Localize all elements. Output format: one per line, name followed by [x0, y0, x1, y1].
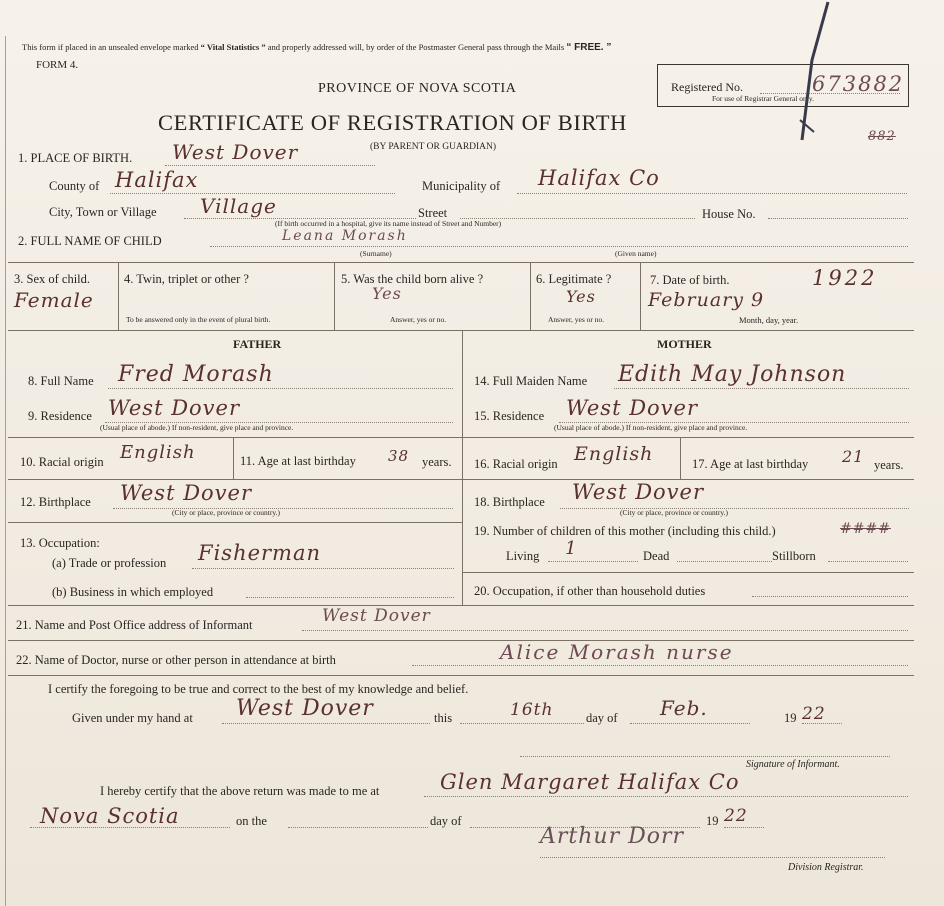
notice-quoted: “ Vital Statistics ” — [200, 42, 266, 52]
child-name-label: 2. FULL NAME OF CHILD — [18, 234, 162, 248]
house-number-label: House No. — [702, 207, 756, 221]
municipality-label: Municipality of — [422, 179, 501, 193]
trade-label: (a) Trade or profession — [52, 556, 167, 570]
registered-number: 673882 — [812, 72, 905, 96]
return-place-value: Glen Margaret Halifax Co — [440, 770, 740, 794]
registrar-signature: Arthur Dorr — [540, 824, 685, 849]
date-note: Month, day, year. — [739, 315, 799, 325]
struck-number: 882 — [868, 129, 896, 144]
living-value: 1 — [565, 538, 578, 559]
mother-residence-note: (Usual place of abode.) If non-resident, give place and province. — [554, 423, 748, 432]
county-value: Halifax — [115, 168, 199, 192]
father-name-label: 8. Full Name — [28, 374, 94, 388]
date-of-birth-label: 7. Date of birth. — [650, 273, 730, 287]
father-residence-value: West Dover — [108, 396, 241, 420]
business-label: (b) Business in which employed — [52, 585, 214, 599]
father-years-label: years. — [422, 455, 452, 469]
father-racial-value: English — [120, 442, 196, 463]
stillborn-label: Stillborn — [772, 549, 816, 563]
on-the-label: on the — [236, 814, 267, 828]
twin-label: 4. Twin, triplet or other ? — [124, 272, 249, 286]
father-birthplace-label: 12. Birthplace — [20, 495, 91, 509]
informant-label: 21. Name and Post Office address of Informant — [16, 618, 253, 632]
day-of-label-2: day of — [430, 814, 462, 828]
place-of-birth-value: West Dover — [172, 140, 299, 164]
county-label: County of — [49, 179, 100, 193]
father-birthplace-value: West Dover — [120, 481, 253, 505]
certificate-subtitle: (BY PARENT OR GUARDIAN) — [370, 142, 497, 152]
municipality-value: Halifax Co — [538, 166, 660, 190]
city-label: City, Town or Village — [49, 205, 157, 219]
informant-value: West Dover — [322, 606, 431, 626]
legitimate-value: Yes — [566, 287, 596, 306]
birth-year-value: 1922 — [812, 266, 878, 290]
mother-occupation-label: 20. Occupation, if other than household duties — [474, 584, 706, 598]
notice-prefix: This form if placed in an unsealed envelope marked — [22, 42, 199, 52]
date-of-birth-value: February 9 — [648, 289, 765, 311]
father-residence-label: 9. Residence — [28, 409, 92, 423]
day-of-label: day of — [586, 711, 618, 725]
sex-value: Female — [14, 288, 94, 312]
father-racial-label: 10. Racial origin — [20, 455, 104, 469]
year2-prefix: 19 — [706, 814, 719, 828]
notice-mid: and properly addressed will, by order of the Postmaster General pass through the Mails — [267, 42, 565, 52]
mother-birthplace-label: 18. Birthplace — [474, 495, 545, 509]
mother-age-value: 21 — [842, 447, 865, 466]
place-of-birth-label: 1. PLACE OF BIRTH. — [18, 151, 133, 165]
city-value: Village — [200, 194, 277, 218]
certify-statement: I certify the foregoing to be true and correct to the best of my knowledge and belief. — [48, 682, 469, 696]
mother-racial-label: 16. Racial origin — [474, 457, 558, 471]
street-label: Street — [418, 206, 448, 220]
mother-name-value: Edith May Johnson — [618, 362, 847, 387]
given-under-hand-label: Given under my hand at — [72, 711, 193, 725]
sex-label: 3. Sex of child. — [14, 272, 91, 286]
given-name-note: (Given name) — [615, 249, 657, 258]
twin-note: To be answered only in the event of plural birth. — [126, 315, 271, 324]
father-heading: FATHER — [233, 337, 282, 351]
mother-heading: MOTHER — [657, 337, 712, 351]
legitimate-note: Answer, yes or no. — [548, 315, 605, 324]
child-name-value: Leana Morash — [282, 228, 408, 244]
certificate-title: CERTIFICATE OF REGISTRATION OF BIRTH — [158, 110, 627, 135]
return-place-continued: Nova Scotia — [40, 804, 180, 828]
born-alive-note: Answer, yes or no. — [390, 315, 447, 324]
year-value: 22 — [802, 704, 826, 724]
mother-years-label: years. — [874, 458, 904, 472]
registered-label: Registered No. — [671, 80, 743, 94]
dead-label: Dead — [643, 549, 670, 563]
children-struck-mark: #### — [840, 521, 891, 537]
mother-birthplace-note: (City or place, province or country.) — [620, 508, 729, 517]
informant-signature-caption: Signature of Informant. — [746, 759, 840, 770]
province-heading: PROVINCE OF NOVA SCOTIA — [318, 81, 517, 96]
mother-residence-value: West Dover — [566, 396, 699, 420]
surname-note: (Surname) — [360, 249, 392, 258]
born-alive-value: Yes — [372, 284, 402, 303]
living-label: Living — [506, 549, 540, 563]
form-number: FORM 4. — [36, 59, 79, 71]
mother-residence-label: 15. Residence — [474, 409, 545, 423]
father-name-value: Fred Morash — [118, 362, 274, 387]
father-age-label: 11. Age at last birthday — [240, 454, 356, 468]
trade-value: Fisherman — [198, 541, 322, 565]
notice-free: “ FREE. ” — [566, 42, 612, 53]
day-value: 16th — [510, 700, 554, 720]
mother-age-label: 17. Age at last birthday — [692, 457, 809, 471]
year-prefix: 19 — [784, 711, 797, 725]
given-place-value: West Dover — [236, 696, 374, 721]
doctor-label: 22. Name of Doctor, nurse or other person in attendance at birth — [16, 653, 336, 667]
children-count-label: 19. Number of children of this mother (including this child.) — [474, 524, 776, 538]
father-birthplace-note: (City or place, province or country.) — [172, 508, 281, 517]
mother-birthplace-value: West Dover — [572, 480, 705, 504]
this-label: this — [434, 711, 453, 725]
month-value: Feb. — [660, 696, 708, 720]
division-registrar-caption: Division Registrar. — [788, 862, 864, 873]
doctor-value: Alice Morash nurse — [500, 640, 734, 664]
registrar-note: For use of Registrar General only. — [712, 94, 814, 103]
legitimate-label: 6. Legitimate ? — [536, 272, 612, 286]
mother-racial-value: English — [574, 443, 654, 465]
check-stroke-mark — [790, 0, 840, 150]
return-statement-label: I hereby certify that the above return was made to me at — [100, 784, 380, 798]
father-occupation-label: 13. Occupation: — [20, 536, 100, 550]
father-residence-note: (Usual place of abode.) If non-resident, give place and province. — [100, 423, 294, 432]
year2-value: 22 — [724, 806, 748, 826]
postal-notice — [22, 43, 611, 53]
mother-name-label: 14. Full Maiden Name — [474, 374, 588, 388]
born-alive-label: 5. Was the child born alive ? — [341, 272, 484, 286]
father-age-value: 38 — [388, 447, 410, 465]
street-note: (If birth occurred in a hospital, give its name instead of Street and Number) — [275, 219, 502, 228]
